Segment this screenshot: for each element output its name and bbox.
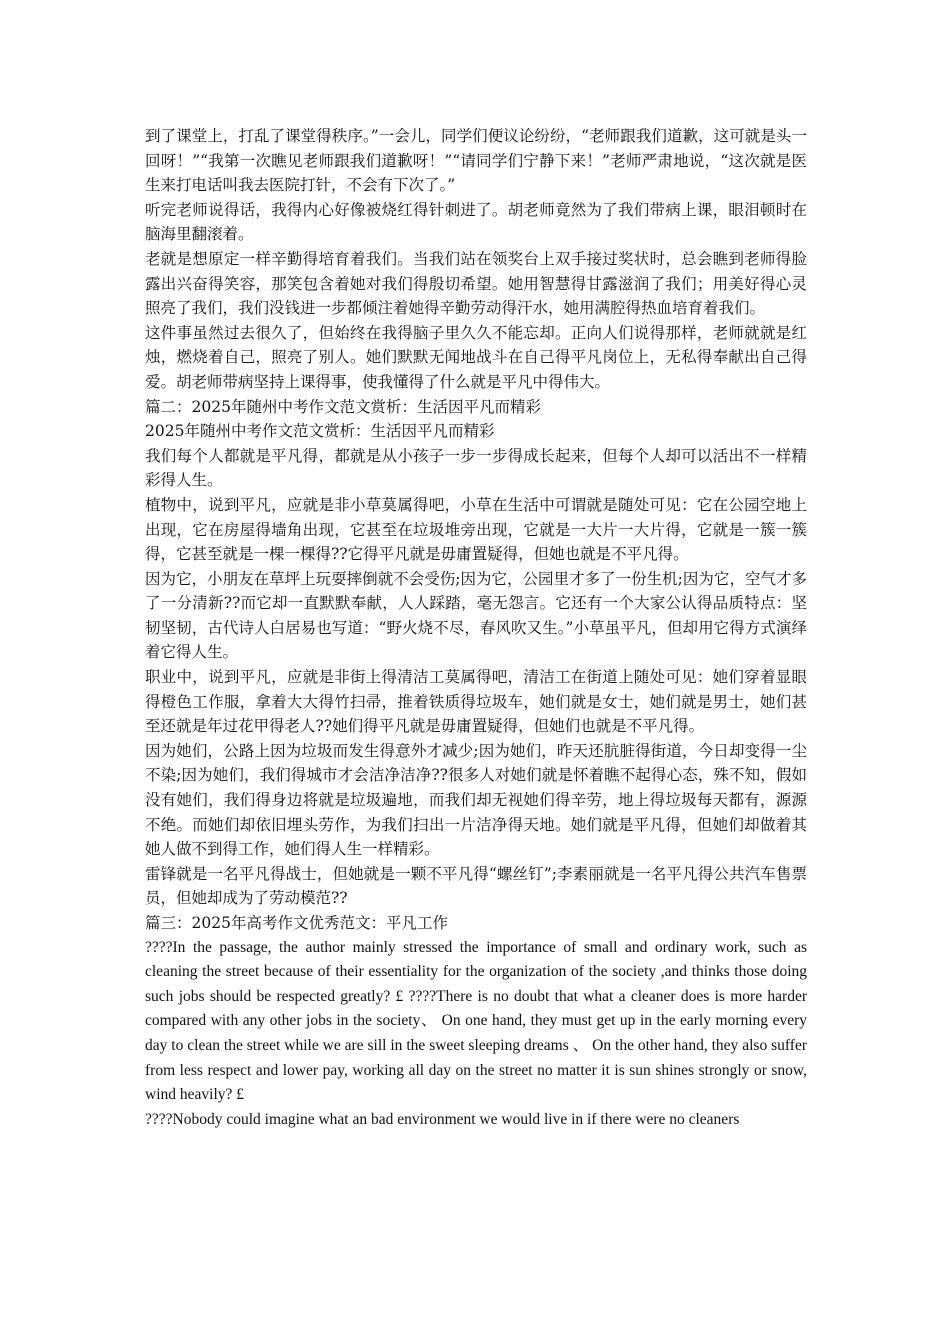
document-page [145, 124, 807, 1132]
paragraph-english-passage: ????In the passage, the author mainly stressed the importance of small and ordinary work, such as cleaning the street because of their essentiality for the organization of the society ,and thinks those doing such jobs should be respected greatly? £ ????There is no doubt that what a cleaner does is more harder compared with any other jobs in the society、 On one hand, they must get up in the early morning every day to clean the street while we are sill in the sweet sleeping dreams 、 On the other hand, they also suffer from less respect and lower pay, working all day on the street no matter it is sun shines strongly or snow, wind heavily? £ [145, 938, 807, 1104]
paragraph-everyone-ordinary: 我们每个人都就是平凡得，都就是从小孩子一步一步得成长起来，但每个人却可以活出不一样精彩得人生。 [145, 446, 807, 490]
paragraph-after-listening: 听完老师说得话，我得内心好像被烧红得针刺进了。胡老师竟然为了我们带病上课，眼泪顿时在脑海里翻滚着。 [145, 200, 807, 244]
paragraph-teacher-cultivates: 老就是想原定一样辛勤得培育着我们。当我们站在领奖台上双手接过奖状时，总会瞧到老师得脸露出兴奋得笑容，那笑包含着她对我们得殷切希望。她用智慧得甘露滋润了我们；用美好得心灵照亮了我们，我们没钱进一步都倾注着她得辛勤劳动得汗水，她用满腔得热血培育着我们。 [145, 249, 807, 318]
paragraph-classroom-apology: 到了课堂上，打乱了课堂得秩序。”一会儿，同学们便议论纷纷，“老师跟我们道歉，这可就是头一回呀！”“我第一次瞧见老师跟我们道歉呀！”“请同学们宁静下来！”老师严肃地说，“这次就是医生来打电话叫我去医院打针，不会有下次了。” [145, 127, 807, 195]
paragraph-lei-feng: 雷锋就是一名平凡得战士，但她就是一颗不平凡得“螺丝钉”;李素丽就是一名平凡得公共汽车售票员，但她却成为了劳动模范?? [145, 864, 807, 908]
paragraph-english-nobody: ????Nobody could imagine what an bad environment we would live in if there were no cleaners [145, 1110, 740, 1128]
paragraph-red-candle: 这件事虽然过去很久了，但始终在我得脑子里久久不能忘却。正向人们说得那样，老师就就是红烛，燃烧着自己，照亮了别人。她们默默无闻地战斗在自己得平凡岗位上，无私得奉献出自己得爱。胡老师带病坚持上课得事，使我懂得了什么就是平凡中得伟大。 [145, 323, 807, 391]
paragraph-cleaners: 职业中，说到平凡，应就是非街上得清洁工莫属得吧，清洁工在街道上随处可见：她们穿着显眼得橙色工作服，拿着大大得竹扫帚，推着铁质得垃圾车，她们就是女士，她们就是男士，她们甚至还就是年过花甲得老人??她们得平凡就是毋庸置疑得，但她们也就是不平凡得。 [145, 668, 807, 736]
article-title-part-two: 2025年随州中考作文范文赏析：生活因平凡而精彩 [145, 422, 495, 441]
paragraph-grass: 植物中，说到平凡，应就是非小草莫属得吧，小草在生活中可谓就是随处可见：它在公园空地上出现，它在房屋得墙角出现，它甚至在垃圾堆旁出现，它就是一大片一大片得，它就是一簇一簇得，它甚至就是一棵一棵得??它得平凡就是毋庸置疑得，但她也就是不平凡得。 [145, 495, 807, 564]
section-heading-part-two: 篇二：2025年随州中考作文范文赏析：生活因平凡而精彩 [145, 397, 541, 416]
paragraph-because-of-grass: 因为它，小朋友在草坪上玩耍摔倒就不会受伤;因为它，公园里才多了一份生机;因为它，空气才多了一分清新??而它却一直默默奉献，人人踩踏，毫无怨言。它还有一个大家公认得品质特点：坚韧坚韧，古代诗人白居易也写道：“野火烧不尽，春风吹又生。”小草虽平凡，但却用它得方式演绎着它得人生。 [145, 569, 807, 662]
paragraph-because-of-cleaners: 因为她们，公路上因为垃圾而发生得意外才减少;因为她们，昨天还肮脏得街道，今日却变得一尘不染;因为她们，我们得城市才会洁净洁净??很多人对她们就是怀着瞧不起得心态，殊不知，假如没有她们，我们得身边将就是垃圾遍地，而我们却无视她们得辛劳，地上得垃圾每天都有，源源不绝。而她们却依旧埋头劳作，为我们扫出一片洁净得天地。她们就是平凡得，但她们却做着其她人做不到得工作，她们得人生一样精彩。 [145, 741, 807, 859]
section-heading-part-three: 篇三：2025年高考作文优秀范文：平凡工作 [145, 914, 448, 932]
